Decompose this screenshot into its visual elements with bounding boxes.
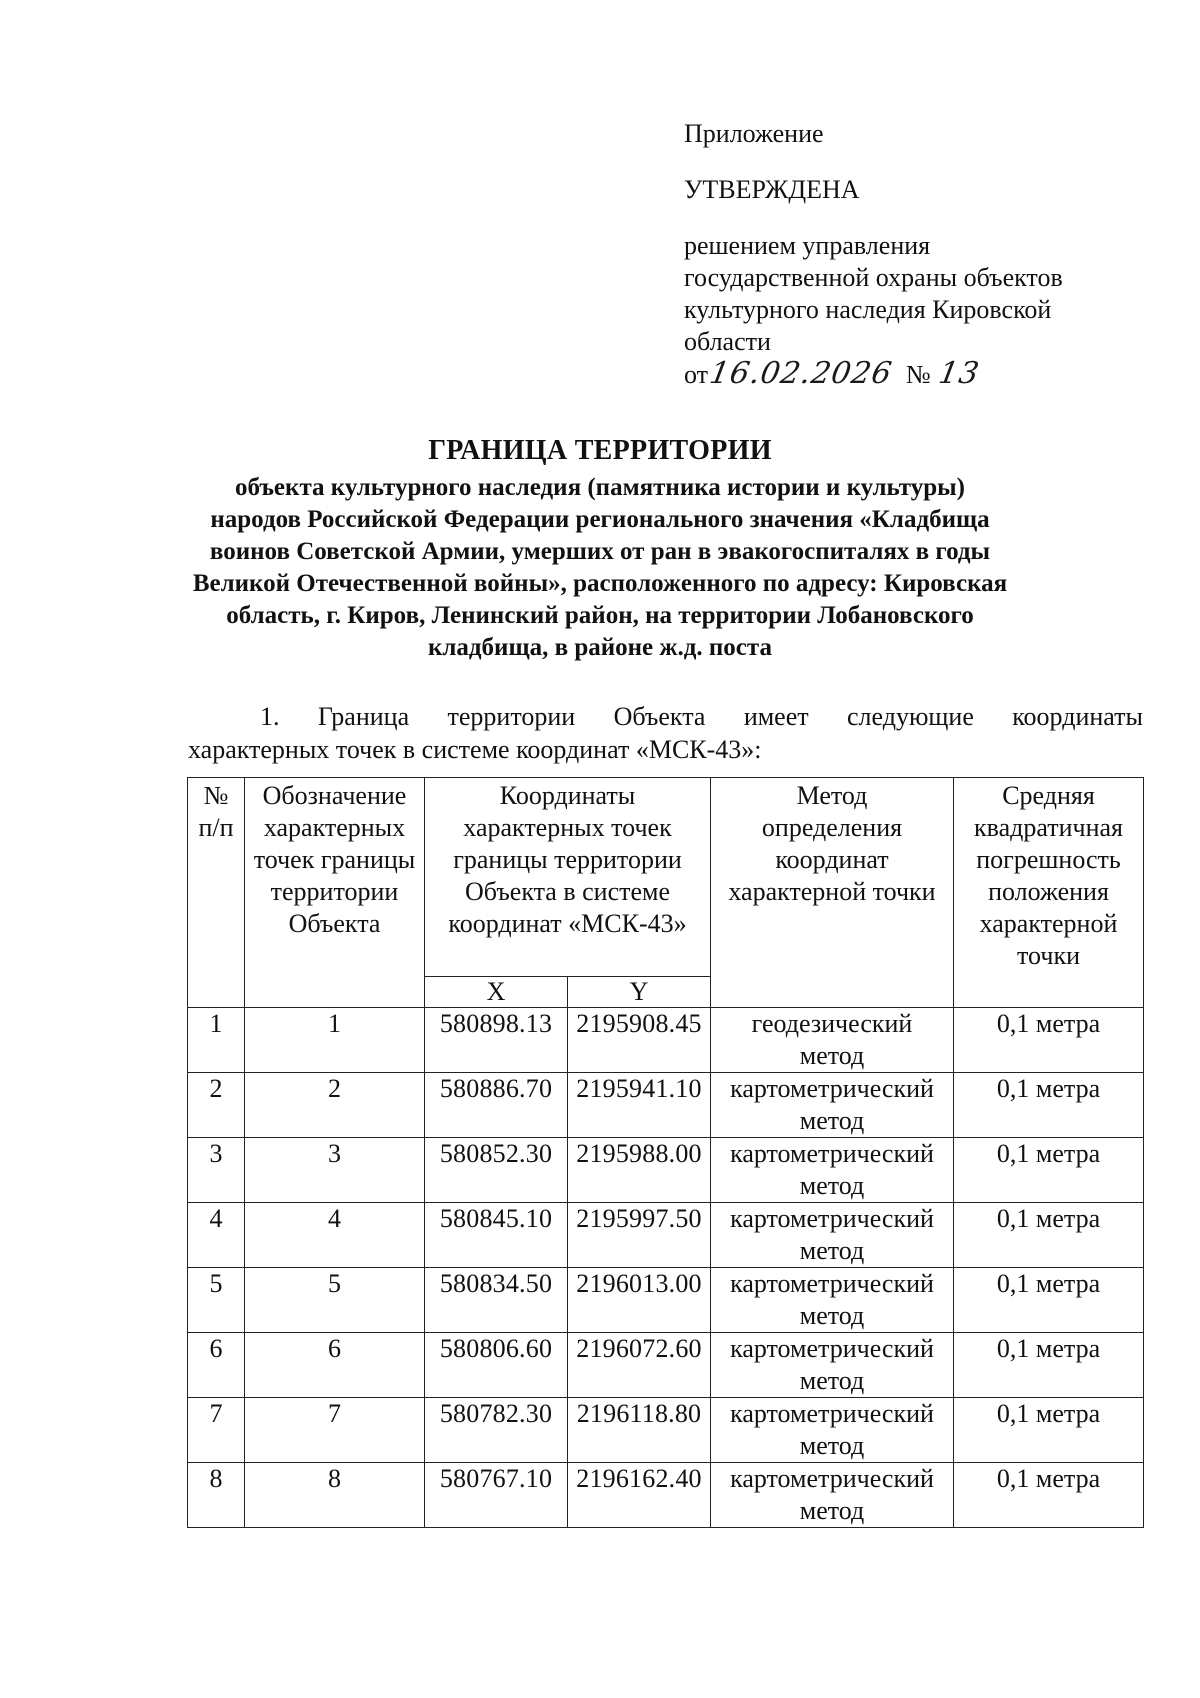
cell-error: 0,1 метра	[954, 1138, 1144, 1203]
method-text: метод	[799, 1496, 865, 1525]
method-text: картометрический	[730, 1269, 934, 1298]
paragraph-word: Граница	[317, 702, 410, 731]
coordinates-table	[187, 777, 1144, 1528]
title-subtitle	[150, 472, 1050, 664]
paragraph-line-2: характерных точек в системе координат «МСК-43»:	[188, 735, 762, 764]
table-row	[188, 1008, 1144, 1073]
decision-text	[684, 230, 1164, 358]
method-text: картометрический	[730, 1334, 934, 1363]
table-row	[188, 1398, 1144, 1463]
header-text: характерных	[263, 813, 406, 842]
header-text: точки	[1017, 941, 1080, 970]
paragraph-word: территории	[447, 702, 576, 731]
cell-error: 0,1 метра	[954, 1333, 1144, 1398]
cell-error: 0,1 метра	[954, 1398, 1144, 1463]
cell-method	[711, 1398, 954, 1463]
header-x: X	[425, 977, 568, 1008]
subtitle-line: объекта культурного наследия (памятника истории и культуры)	[234, 474, 965, 501]
cell-method	[711, 1073, 954, 1138]
cell-y: 2195997.50	[568, 1203, 711, 1268]
cell-designation: 2	[245, 1073, 425, 1138]
cell-error: 0,1 метра	[954, 1073, 1144, 1138]
cell-x: 580782.30	[425, 1398, 568, 1463]
method-text: картометрический	[730, 1204, 934, 1233]
header-text: точек границы	[253, 845, 416, 874]
header-text: Средняя	[1002, 781, 1095, 810]
header-error	[954, 778, 1144, 1008]
cell-num: 6	[188, 1333, 245, 1398]
cell-error: 0,1 метра	[954, 1008, 1144, 1073]
cell-y: 2195988.00	[568, 1138, 711, 1203]
approval-block	[684, 118, 1164, 391]
table-row	[188, 1203, 1144, 1268]
cell-method	[711, 1203, 954, 1268]
header-text: Метод	[796, 781, 868, 810]
handwritten-date: 16.02.2026	[707, 356, 895, 391]
cell-designation: 4	[245, 1203, 425, 1268]
title-main: ГРАНИЦА ТЕРРИТОРИИ	[428, 435, 772, 466]
subtitle-line: народов Российской Федерации регионального значения «Кладбища	[210, 506, 990, 533]
document-title	[150, 434, 1050, 664]
cell-y: 2195941.10	[568, 1073, 711, 1138]
table-row	[188, 1073, 1144, 1138]
header-num	[188, 778, 245, 1008]
cell-num: 7	[188, 1398, 245, 1463]
table-row	[188, 1333, 1144, 1398]
header-text: характерной точки	[728, 877, 936, 906]
number-sign: №	[905, 360, 931, 389]
cell-num: 5	[188, 1268, 245, 1333]
cell-method	[711, 1138, 954, 1203]
cell-method	[711, 1008, 954, 1073]
header-text: квадратичная	[974, 813, 1123, 842]
cell-x: 580886.70	[425, 1073, 568, 1138]
paragraph-word: следующие	[847, 702, 974, 731]
cell-error: 0,1 метра	[954, 1463, 1144, 1528]
date-prefix: от	[684, 360, 709, 389]
paragraph-word: имеет	[743, 702, 809, 731]
cell-num: 3	[188, 1138, 245, 1203]
header-text: Объекта в системе	[464, 877, 671, 906]
cell-num: 4	[188, 1203, 245, 1268]
cell-x: 580806.60	[425, 1333, 568, 1398]
handwritten-number: 13	[935, 356, 982, 391]
header-text: границы территории	[453, 845, 682, 874]
cell-y: 2196118.80	[568, 1398, 711, 1463]
paragraph-line-1	[188, 700, 1143, 733]
decision-line: культурного наследия Кировской	[684, 295, 1052, 324]
method-text: метод	[799, 1236, 865, 1265]
method-text: метод	[799, 1301, 865, 1330]
cell-designation: 1	[245, 1008, 425, 1073]
cell-x: 580845.10	[425, 1203, 568, 1268]
cell-designation: 5	[245, 1268, 425, 1333]
cell-designation: 6	[245, 1333, 425, 1398]
header-text: определения	[761, 813, 903, 842]
intro-paragraph	[188, 700, 1143, 766]
cell-y: 2196162.40	[568, 1463, 711, 1528]
method-text: картометрический	[730, 1139, 934, 1168]
method-text: метод	[799, 1171, 865, 1200]
paragraph-word: Объекта	[613, 702, 706, 731]
cell-error: 0,1 метра	[954, 1203, 1144, 1268]
cell-method	[711, 1333, 954, 1398]
header-text: положения	[988, 877, 1109, 906]
table-row	[188, 1138, 1144, 1203]
subtitle-line: область, г. Киров, Ленинский район, на территории Лобановского	[226, 602, 974, 629]
header-y: Y	[568, 977, 711, 1008]
method-text: метод	[799, 1366, 865, 1395]
decision-line: решением управления	[684, 231, 931, 260]
cell-x: 580898.13	[425, 1008, 568, 1073]
cell-num: 8	[188, 1463, 245, 1528]
table-row	[188, 1463, 1144, 1528]
header-text: Обозначение	[262, 781, 407, 810]
header-designation	[245, 778, 425, 1008]
cell-x: 580852.30	[425, 1138, 568, 1203]
header-text: п/п	[198, 813, 234, 842]
header-text: Объекта	[288, 909, 381, 938]
approved-label: УТВЕРЖДЕНА	[684, 175, 860, 204]
method-text: картометрический	[730, 1399, 934, 1428]
cell-error: 0,1 метра	[954, 1268, 1144, 1333]
paragraph-word: 1.	[260, 702, 280, 731]
method-text: картометрический	[730, 1464, 934, 1493]
header-text: погрешность	[976, 845, 1121, 874]
decision-line: государственной охраны объектов	[684, 263, 1063, 292]
table-row	[188, 1268, 1144, 1333]
cell-x: 580834.50	[425, 1268, 568, 1333]
method-text: геодезический	[751, 1009, 913, 1038]
decision-line: области	[684, 327, 771, 356]
header-coordinates	[425, 778, 711, 977]
subtitle-line: воинов Советской Армии, умерших от ран в эвакогоспиталях в годы	[209, 538, 991, 565]
cell-y: 2196072.60	[568, 1333, 711, 1398]
header-text: характерной	[979, 909, 1118, 938]
cell-x: 580767.10	[425, 1463, 568, 1528]
method-text: метод	[799, 1431, 865, 1460]
header-method	[711, 778, 954, 1008]
date-number-line	[684, 358, 1164, 391]
cell-y: 2195908.45	[568, 1008, 711, 1073]
cell-num: 1	[188, 1008, 245, 1073]
cell-num: 2	[188, 1073, 245, 1138]
method-text: метод	[799, 1041, 865, 1070]
cell-method	[711, 1463, 954, 1528]
header-text: Координаты	[499, 781, 636, 810]
subtitle-line: Великой Отечественной войны», расположенного по адресу: Кировская	[192, 570, 1008, 597]
paragraph-word: координаты	[1012, 702, 1143, 731]
header-text: характерных точек	[463, 813, 672, 842]
method-text: метод	[799, 1106, 865, 1135]
appendix-label: Приложение	[684, 119, 824, 148]
subtitle-line: кладбища, в районе ж.д. поста	[427, 634, 772, 661]
cell-method	[711, 1268, 954, 1333]
header-text: №	[203, 781, 229, 810]
cell-designation: 3	[245, 1138, 425, 1203]
cell-y: 2196013.00	[568, 1268, 711, 1333]
cell-designation: 7	[245, 1398, 425, 1463]
cell-designation: 8	[245, 1463, 425, 1528]
header-text: территории	[270, 877, 399, 906]
method-text: картометрический	[730, 1074, 934, 1103]
header-text: координат	[775, 845, 889, 874]
header-text: координат «МСК-43»	[448, 909, 687, 938]
